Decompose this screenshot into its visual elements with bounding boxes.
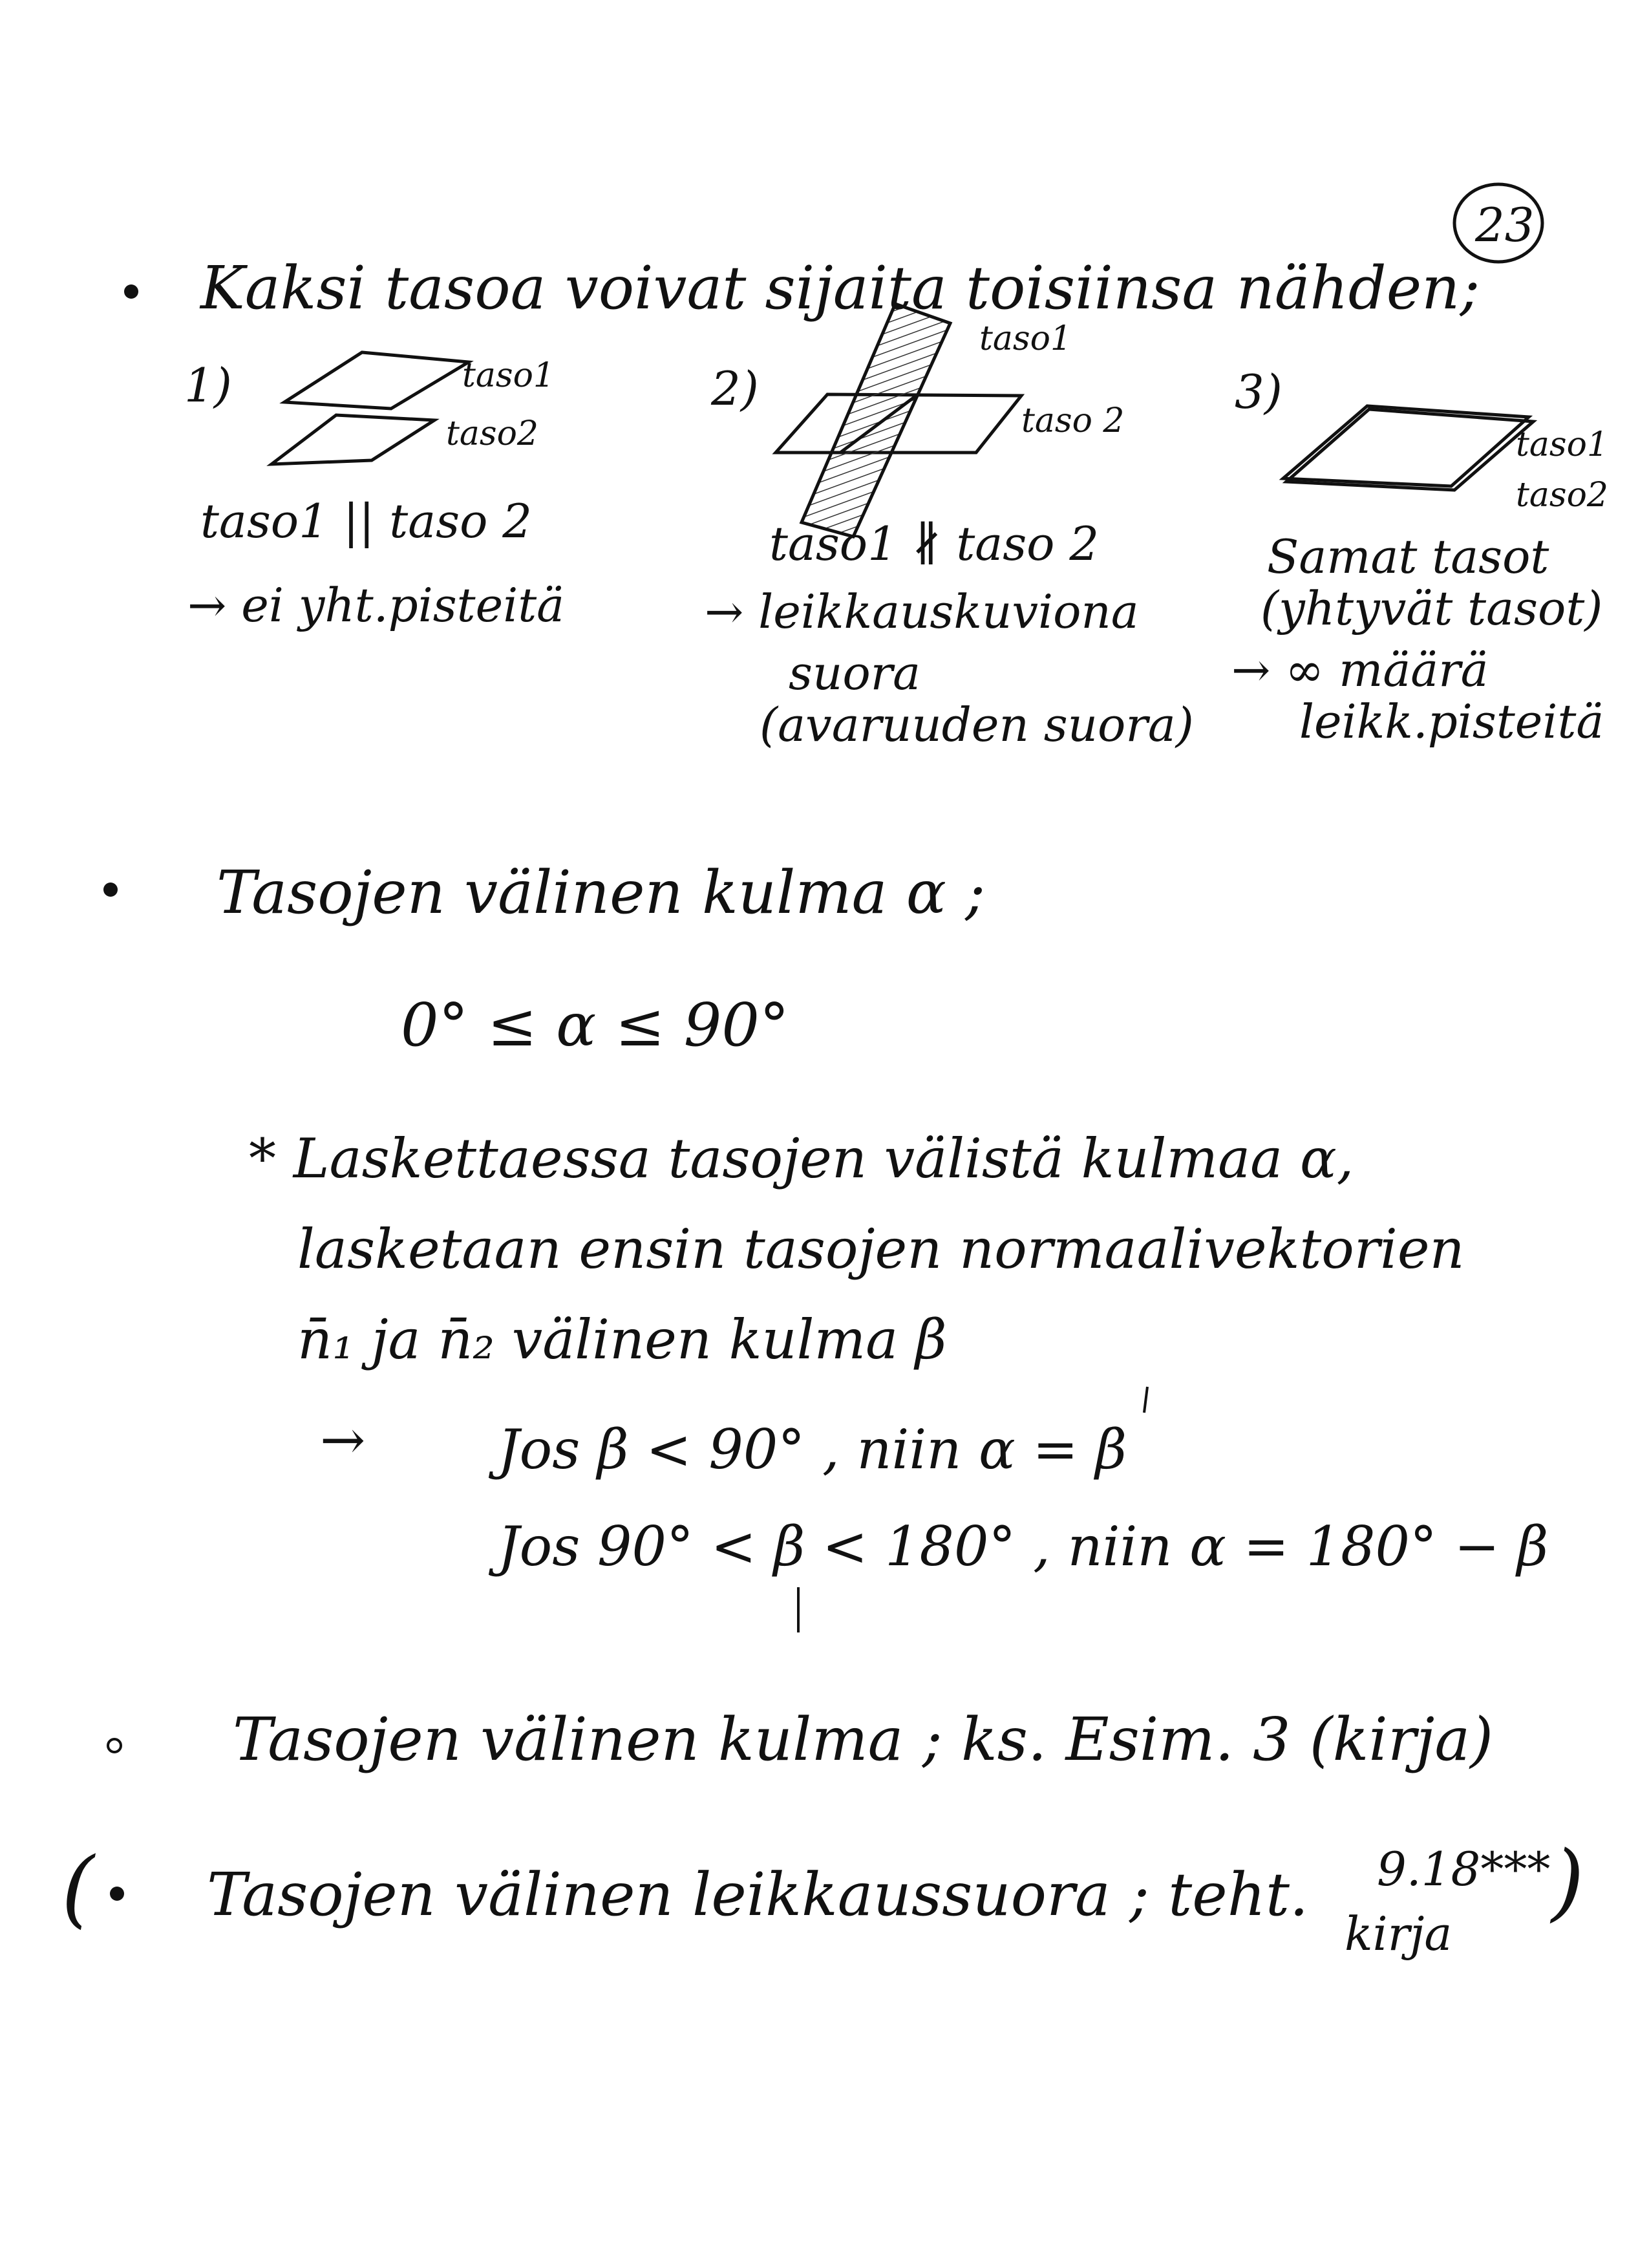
case1-result: → ei yht.pisteitä bbox=[187, 578, 565, 632]
case2-result-2: suora bbox=[789, 646, 921, 700]
case1-relation: taso1 || taso 2 bbox=[200, 494, 533, 548]
angle-inequality: 0° ≤ α ≤ 90° bbox=[401, 990, 789, 1060]
case1-number: 1) bbox=[184, 358, 232, 412]
note-line-1: * Laskettaessa tasojen välistä kulmaa α, bbox=[249, 1127, 1354, 1190]
note-line-2: lasketaan ensin tasojen normaalivektorien bbox=[297, 1217, 1465, 1281]
case2-relation: taso1 ∦ taso 2 bbox=[769, 517, 1100, 571]
case3-number: 3) bbox=[1235, 365, 1282, 419]
case3-diagram bbox=[1283, 406, 1533, 490]
case2-plane-tilted bbox=[802, 304, 950, 537]
case2-result-3: (avaruuden suora) bbox=[760, 698, 1194, 752]
case1-label-a: taso1 bbox=[462, 356, 555, 395]
section1-heading: Kaksi tasoa voivat sijaita toisiinsa nähden; bbox=[200, 253, 1480, 323]
case1-plane-1 bbox=[284, 352, 469, 409]
case3-result-2: leikk.pisteitä bbox=[1299, 694, 1604, 749]
rule-2: Jos 90° < β < 180° , niin α = 180° − β bbox=[498, 1515, 1549, 1578]
case2-number: 2) bbox=[711, 361, 759, 416]
case1-plane-2 bbox=[271, 415, 434, 464]
case1-diagram bbox=[271, 352, 469, 464]
note-line-3: n̄₁ ja n̄₂ välinen kulma β bbox=[297, 1308, 947, 1371]
bullet-3 bbox=[107, 1738, 122, 1753]
section3-ref: 9.18*** bbox=[1377, 1842, 1551, 1896]
case3-label-b: taso2 bbox=[1516, 476, 1608, 515]
section3-line-2: Tasojen välinen leikkaussuora ; teht. bbox=[207, 1860, 1309, 1929]
bullet-1 bbox=[124, 284, 138, 299]
rule-arrow: → bbox=[320, 1408, 366, 1471]
case1-label-b: taso2 bbox=[446, 414, 538, 453]
case3-relation-1: Samat tasot bbox=[1267, 530, 1549, 584]
case3-relation-2: (yhtyvät tasot) bbox=[1261, 581, 1603, 636]
bullet-4 bbox=[110, 1887, 124, 1901]
case3-plane-2 bbox=[1286, 409, 1533, 490]
page-number: 23 bbox=[1475, 198, 1535, 252]
case3-label-a: taso1 bbox=[1516, 425, 1608, 464]
section3-line-1: Tasojen välinen kulma ; ks. Esim. 3 (kirja) bbox=[233, 1705, 1494, 1774]
case2-result-1: → leikkauskuviona bbox=[705, 584, 1139, 639]
bullet-2 bbox=[103, 883, 118, 897]
case2-label-a: taso1 bbox=[979, 319, 1072, 358]
section3-ref-sub: kirja bbox=[1345, 1907, 1452, 1961]
beta-tick-1 bbox=[1144, 1387, 1147, 1413]
case3-result-1: → ∞ määrä bbox=[1231, 643, 1489, 697]
section3-close-paren: ) bbox=[1551, 1832, 1584, 1931]
section2-heading: Tasojen välinen kulma α ; bbox=[217, 858, 986, 927]
section3-open-paren: ( bbox=[61, 1839, 94, 1937]
rule-1: Jos β < 90° , niin α = β bbox=[498, 1418, 1127, 1481]
case2-label-b: taso 2 bbox=[1021, 401, 1125, 440]
